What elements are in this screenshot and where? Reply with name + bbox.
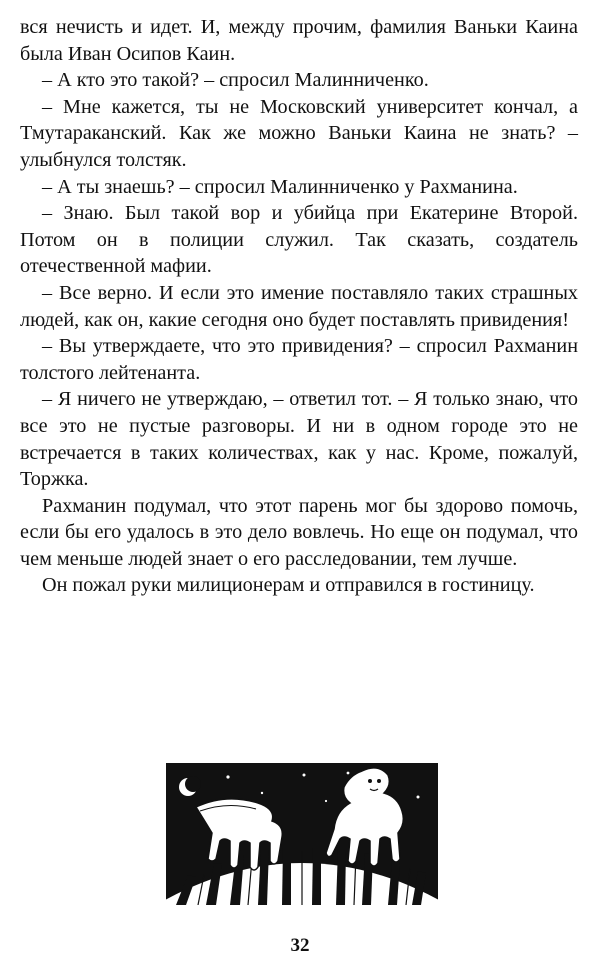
page-number: 32 <box>290 935 310 956</box>
paragraph-1: вся нечисть и идет. И, между прочим, фамилия Ваньки Каина была Иван Осипов Каин. <box>20 16 578 65</box>
paragraph-6: – Все верно. И если это имение поставляло таких страшных людей, как он, какие сегодня оно будет поставлять привидения! <box>20 281 578 331</box>
paragraph-2: – А кто это такой? – спросил Малинниченко. <box>42 69 429 92</box>
paragraph-4: – А ты знаешь? – спросил Малинниченко у Рахманина. <box>42 175 518 198</box>
body-text <box>20 14 578 599</box>
paragraph-5: – Знаю. Был такой вор и убийца при Екатерине Второй. Потом он в полиции служил. Так сказать, создатель отечественной мафии. <box>20 202 578 278</box>
paragraph-8: – Я ничего не утверждаю, – ответил тот. – Я только знаю, что все это не пустые разговоры. И ни в одном городе это не встречается в таких количествах, как у нас. Кроме, пожалуй, Торжка. <box>20 388 578 491</box>
paragraph-9: Рахманин подумал, что этот парень мог бы здорово помочь, если бы его удалось в это дело вовлечь. Но еще он подумал, что чем меньше людей знает о его расследовании, тем лучше. <box>20 494 578 570</box>
paragraph-3: – Мне кажется, ты не Московский университет кончал, а Тмутараканский. Как же можно Ваньки Каина не знать? – улыбнулся толстяк. <box>20 95 578 171</box>
ghost-hands-piano-illustration <box>166 763 438 905</box>
paragraph-10: Он пожал руки милиционерам и отправился в гостиницу. <box>42 574 535 597</box>
paragraph-7: – Вы утверждаете, что это привидения? – спросил Рахманин толстого лейтенанта. <box>20 335 578 384</box>
